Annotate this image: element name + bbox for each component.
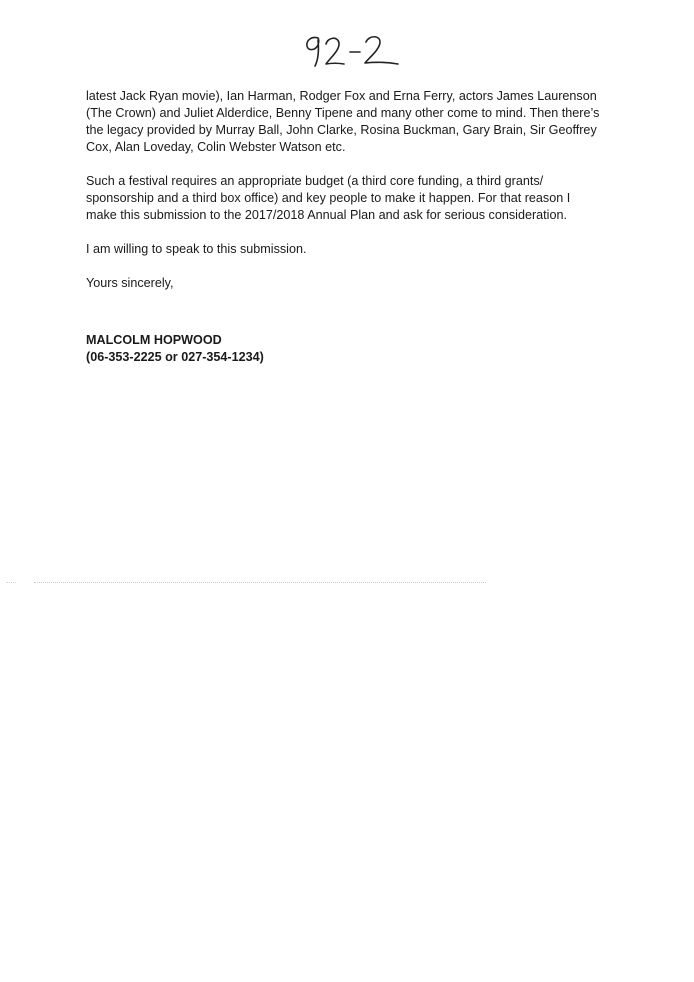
text-line: Cox, Alan Loveday, Colin Webster Watson etc. — [86, 140, 346, 154]
handwritten-page-number — [296, 24, 416, 74]
text-line: Such a festival requires an appropriate budget (a third core funding, a third grants/ — [86, 174, 544, 188]
scan-artifact-line — [34, 582, 486, 583]
scan-artifact-line — [6, 582, 16, 583]
letter-body — [86, 88, 616, 366]
closing-salutation: Yours sincerely, — [86, 276, 174, 290]
signature-block — [86, 332, 616, 366]
text-line: make this submission to the 2017/2018 Annual Plan and ask for serious consideration. — [86, 208, 567, 222]
paragraph-musicians-legacy — [86, 88, 616, 156]
text-line: (The Crown) and Juliet Alderdice, Benny Tipene and many other come to mind. Then there’s — [86, 106, 600, 120]
text-line: the legacy provided by Murray Ball, John Clarke, Rosina Buckman, Gary Brain, Sir Geoffrey — [86, 123, 597, 137]
text-line: sponsorship and a third box office) and key people to make it happen. For that reason I — [86, 191, 571, 205]
paragraph-festival-budget — [86, 173, 616, 224]
text-line: I am willing to speak to this submission. — [86, 242, 307, 256]
signature-phone: (06-353-2225 or 027-354-1234) — [86, 350, 264, 364]
paragraph-willing-to-speak — [86, 241, 616, 258]
signature-name: MALCOLM HOPWOOD — [86, 333, 222, 347]
handwritten-page-number-glyphs — [296, 24, 416, 74]
text-line: latest Jack Ryan movie), Ian Harman, Rodger Fox and Erna Ferry, actors James Laurenson — [86, 89, 597, 103]
